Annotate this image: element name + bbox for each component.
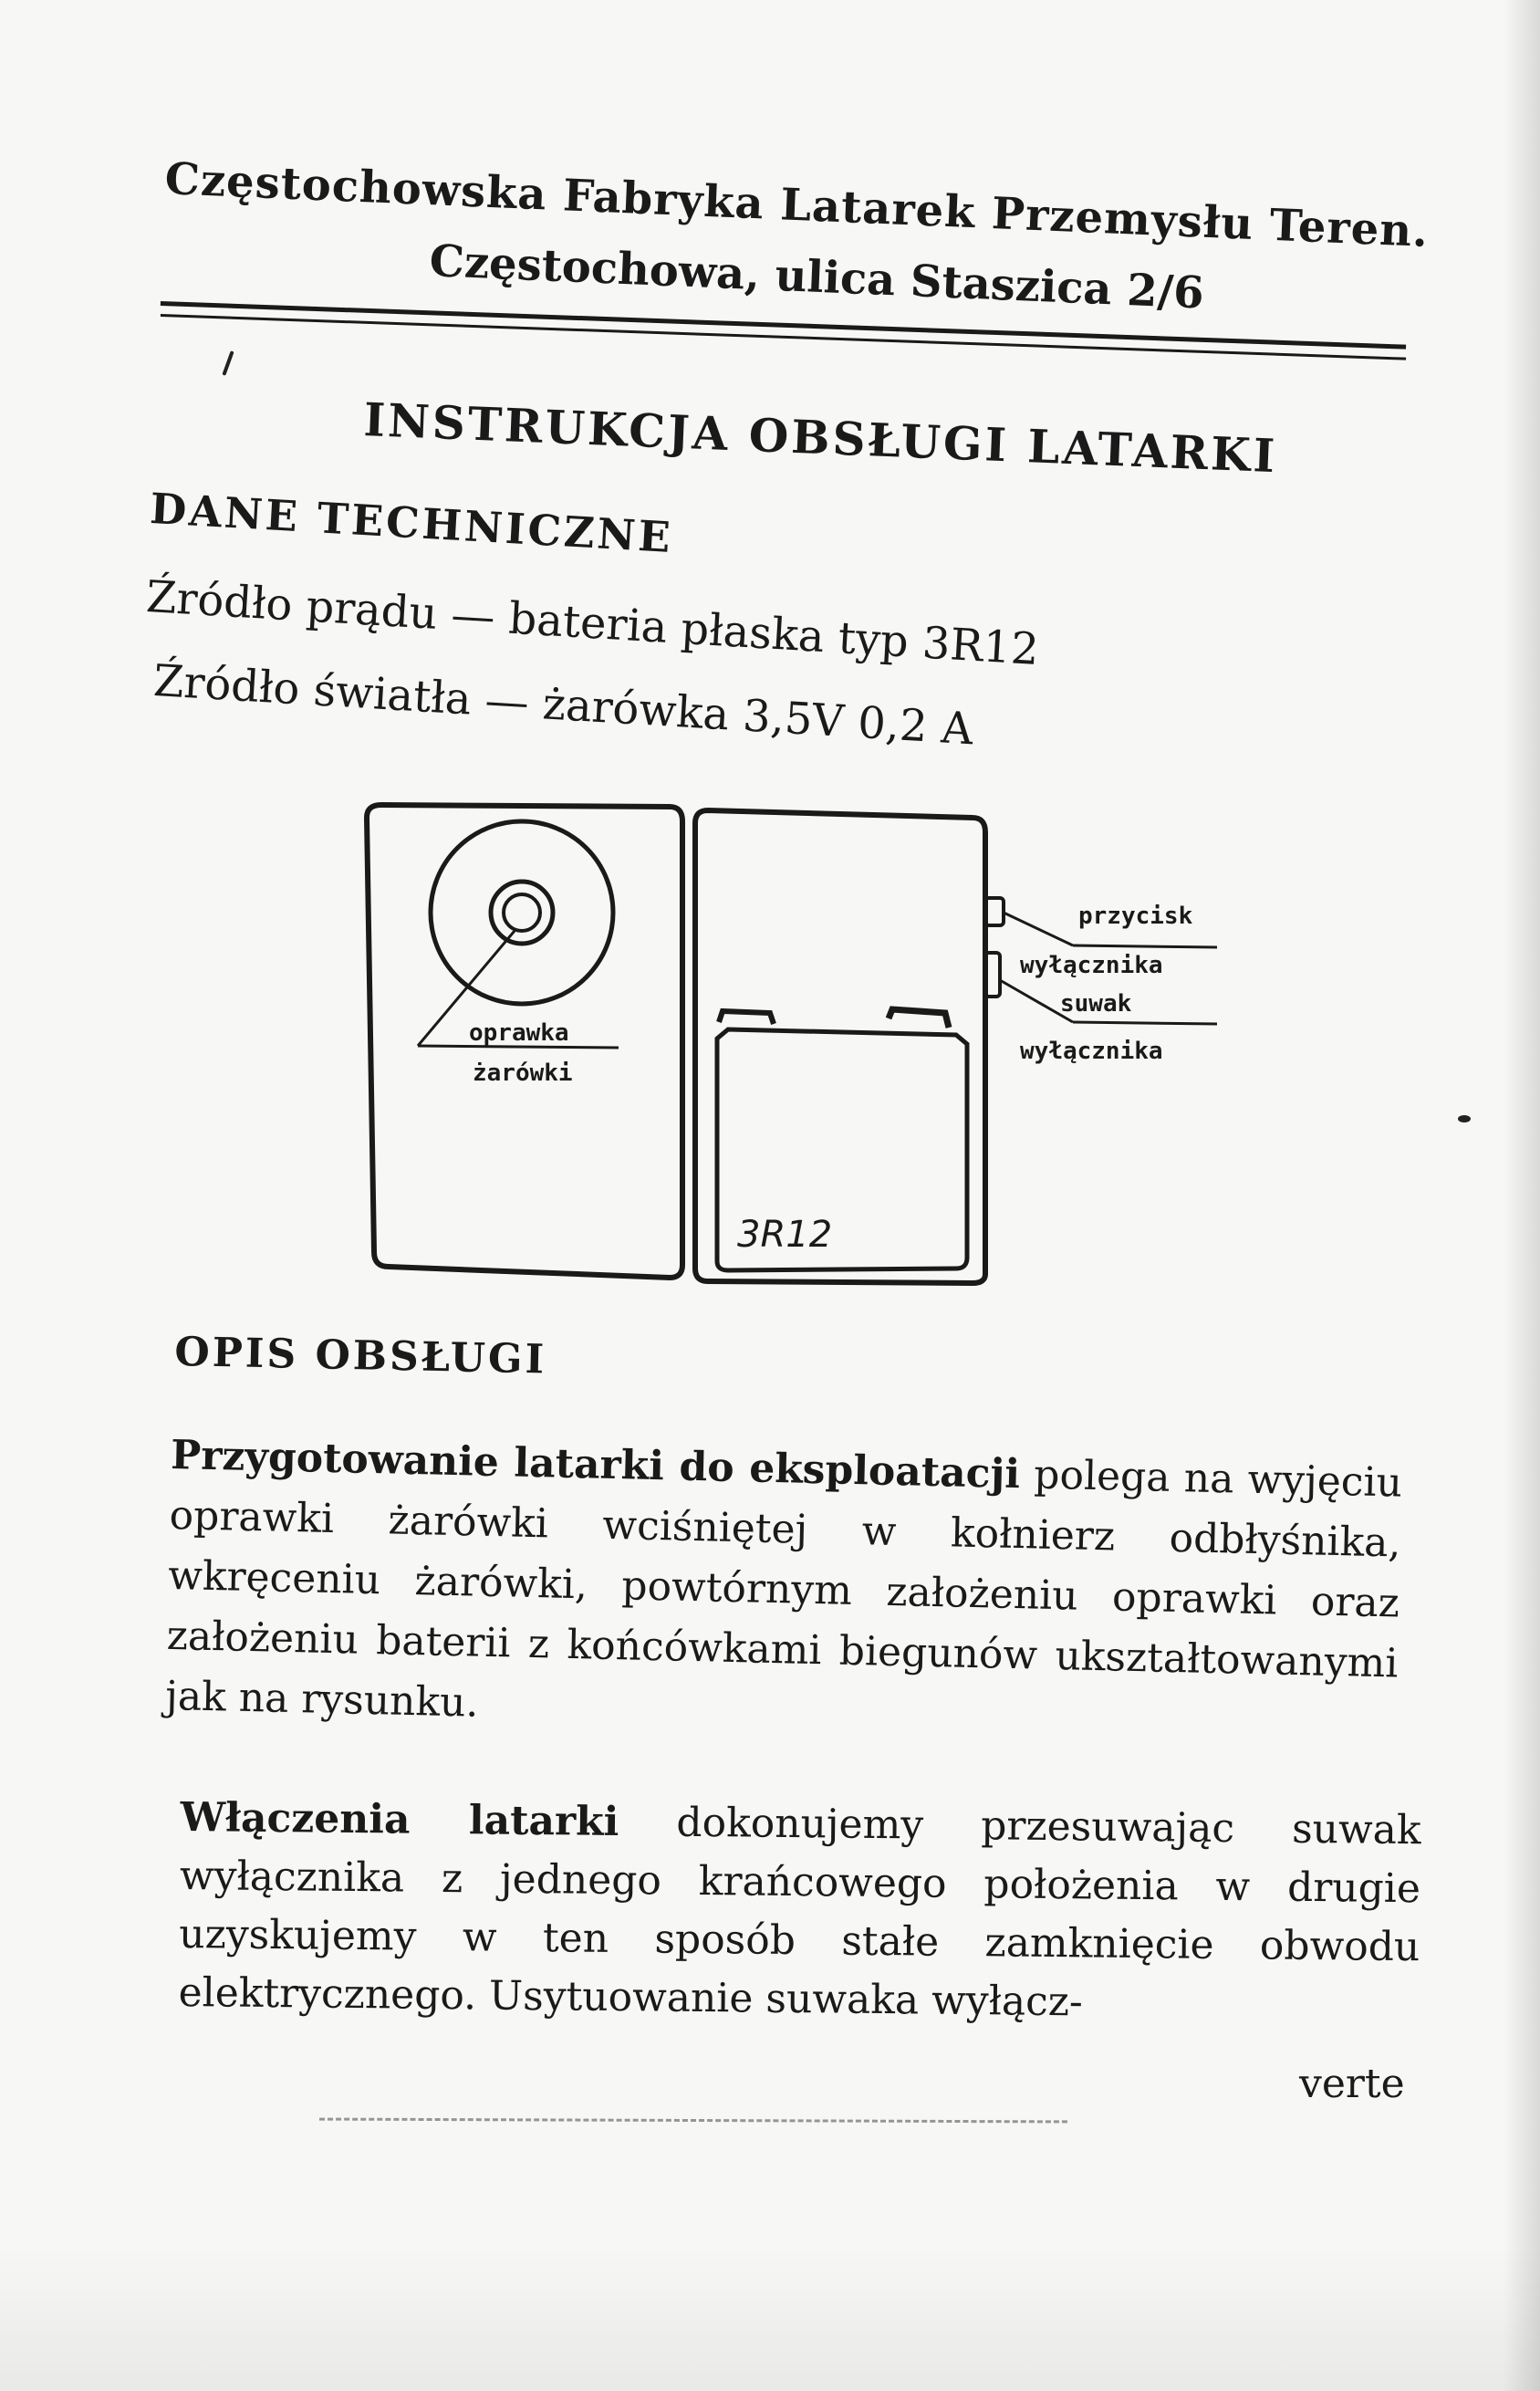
button-leader-line (1004, 913, 1073, 945)
bulb-holder-outer (491, 882, 553, 944)
manufacturer-name: Częstochowska Fabryka Latarek Przemysłu Teren. (163, 153, 1430, 257)
preparation-paragraph (165, 1425, 1403, 1755)
label-button: przycisk (1078, 903, 1193, 930)
switching-paragraph (178, 1789, 1421, 2035)
label-bulb: żarówki (473, 1060, 573, 1087)
manufacturer-address: Częstochowa, ulica Staszica 2/6 (428, 235, 1205, 319)
paper-bottom-shade (0, 2245, 1540, 2391)
reflector-circle (431, 821, 613, 1004)
battery-terminal-right (889, 1009, 949, 1028)
switching-text: dokonujemy przesuwając suwak wyłącznika z jednego krańcowego położenia w drugie uzyskujemy w ten sposób stałe zamknięcie obwodu elektrycznego. Usytuowanie suwaka wyłącz- (178, 1799, 1421, 2026)
label-slider-switch: wyłącznika (1020, 1038, 1163, 1065)
ink-speck (222, 350, 234, 376)
operation-heading: OPIS OBSŁUGI (173, 1329, 547, 1383)
paper-edge-shadow (1504, 0, 1540, 2391)
header-rule-thick (161, 301, 1406, 350)
battery-terminal-left (719, 1011, 774, 1024)
document-title: INSTRUKCJA OBSŁUGI LATARKI (362, 392, 1279, 484)
switching-lead: Włączenia latarki (180, 1793, 619, 1846)
label-slider: suwak (1060, 990, 1132, 1018)
battery-panel (695, 810, 985, 1283)
ink-speck (1458, 1115, 1471, 1122)
preparation-lead: Przygotowanie latarki do eksploatacji (170, 1431, 1021, 1498)
verte-note: verte (1299, 2061, 1405, 2107)
label-button-switch: wyłącznika (1020, 952, 1163, 979)
fold-dash-line (319, 2118, 1067, 2124)
header-rule-thin (161, 314, 1406, 360)
spec-light-source: Źródło światła — żarówka 3,5V 0,2 A (151, 655, 975, 756)
spec-power-source: Źródło prądu — bateria płaska typ 3R12 (144, 571, 1041, 676)
preparation-text: polega na wyjęciu oprawki żarówki wciśniętej w kołnierz odbłyśnika, wkręceniu żarówki, powtórnym założeniu oprawki oraz założeniu baterii z końcówkami biegunów ukształtowanymi jak na rysunku. (164, 1451, 1403, 1727)
label-bulb-holder: oprawka (469, 1019, 569, 1047)
slider-underline (1073, 1022, 1217, 1024)
button-underline (1073, 945, 1217, 947)
bulb-holder-inner (504, 894, 540, 931)
tech-data-heading: DANE TECHNICZNE (148, 484, 675, 562)
battery-type-label: 3R12 (737, 1214, 833, 1256)
flashlight-diagram (361, 799, 1274, 1292)
